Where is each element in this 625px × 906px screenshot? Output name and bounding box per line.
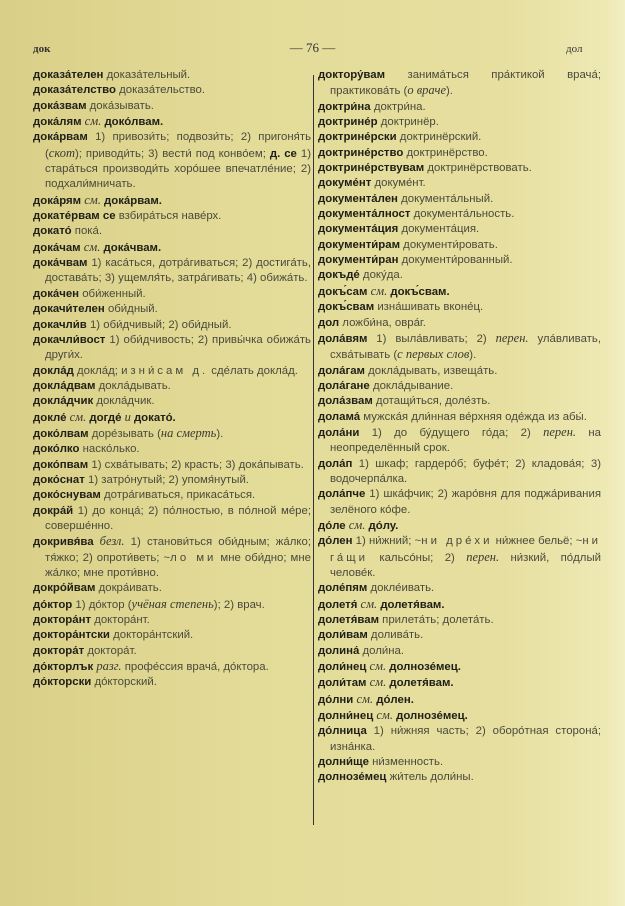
dictionary-entry — [318, 581, 601, 596]
right-guide-word: дол — [566, 43, 583, 55]
spaced-phrase: ни га́щи — [330, 535, 602, 564]
italic-label: и — [121, 409, 134, 424]
translation-text: ); 2) врач. — [213, 598, 265, 611]
headword: до́кторлък — [33, 661, 94, 674]
headword: доказа́телен — [33, 69, 104, 81]
headword: до́лен. — [376, 693, 414, 706]
headword: докуме́нт — [318, 177, 372, 190]
headword: докра́й — [33, 504, 74, 517]
headword: дока́чен — [33, 287, 80, 300]
headword: докато́. — [133, 411, 176, 424]
translation-text: 1) выла́вливать; 2) — [367, 332, 496, 345]
headword: доктрине́рски — [318, 131, 397, 144]
left-guide-word: док — [33, 43, 51, 55]
headword: до́лен — [318, 535, 353, 548]
translation-text: 1) ни́жняя часть; 2) оборо́тная сторона́; изна́нка. — [330, 725, 601, 753]
translation-text: ); приводи́ть; 3) вести́ под конво́ем; — [75, 147, 270, 160]
headword: доко́лвам. — [104, 116, 164, 129]
dictionary-entry — [318, 316, 601, 331]
translation-text: доктора́нт. — [91, 614, 150, 627]
translation-text: 1) шкаф; гардеро́б; буфе́т; 2) кладова́я; 3) водочерпа́лка. — [330, 457, 601, 485]
dictionary-entry — [318, 222, 601, 237]
dictionary-entry — [33, 379, 311, 394]
headword: докъ́свам. — [390, 285, 450, 298]
translation-text: изна́шивать вконе́ц. — [374, 301, 484, 314]
headword: долнозе́мец. — [389, 661, 461, 674]
headword: дола́пче — [318, 488, 366, 501]
headword: документа́лен — [318, 192, 398, 205]
dictionary-entry — [33, 99, 311, 114]
headword: докато́ — [33, 225, 72, 238]
dictionary-entry — [318, 534, 601, 581]
translation-text: доктора́нтский. — [109, 629, 194, 642]
dictionary-entry — [318, 755, 601, 770]
dictionary-entry — [318, 770, 601, 785]
dictionary-entry — [33, 534, 311, 581]
headword: доктрине́рство — [318, 146, 404, 159]
translation-text: доку́да. — [359, 269, 403, 282]
dictionary-entry — [33, 659, 311, 675]
dictionary-entry — [33, 83, 311, 98]
translation-text: 1) оби́дчивый; 2) оби́дный. — [86, 318, 232, 331]
dictionary-entry — [33, 209, 311, 224]
dictionary-entry — [33, 410, 311, 426]
page-number: — 76 — — [289, 40, 336, 55]
dictionary-entry — [318, 284, 601, 300]
headword: доктри́на — [318, 100, 371, 113]
dictionary-entry — [318, 253, 601, 268]
headword: доко́лко — [33, 443, 80, 456]
translation-text: долива́ть. — [367, 629, 424, 642]
italic-label: см. — [66, 409, 90, 424]
dictionary-entry — [33, 318, 311, 333]
translation-text: доказа́тельство. — [115, 84, 206, 97]
headword: д. се — [269, 147, 297, 160]
headword: доли́нец — [318, 661, 367, 674]
dictionary-entry — [318, 425, 601, 457]
dictionary-entry — [33, 193, 311, 209]
headword: доктрине́рствувам — [318, 162, 425, 175]
translation-text: докла́дчик. — [93, 395, 155, 408]
dictionary-entry — [318, 724, 601, 755]
headword: долнозе́мец. — [396, 710, 468, 723]
dictionary-entry — [318, 161, 601, 176]
translation-text: 1) станови́ться оби́дным; жа́лко; тя́жко; 2) опроти́веть; ~ — [45, 536, 311, 564]
dictionary-entry — [318, 331, 601, 364]
dictionary-entry — [318, 268, 601, 283]
italic-label: перен. — [466, 549, 500, 564]
translation-text: мне оби́дно; мне жа́лко; мне проти́вно. — [45, 551, 311, 579]
headword: дока́звам — [33, 99, 87, 112]
dictionary-entry — [33, 581, 311, 596]
italic-label: см. — [367, 283, 391, 298]
headword: документи́рам — [318, 238, 401, 251]
translation-text: докуме́нт. — [371, 177, 426, 190]
dictionary-entry — [318, 146, 601, 161]
translation-text: докле́ивать. — [367, 582, 435, 595]
headword: долетя́ — [318, 598, 358, 611]
dictionary-entry — [318, 410, 601, 425]
headword: докла́дчик — [33, 395, 94, 408]
translation-text: прилета́ть; долета́ть. — [379, 614, 494, 627]
headword: документа́ция — [318, 223, 399, 236]
italic-label: скот — [48, 145, 75, 160]
translation-text: докла́д; — [73, 364, 122, 377]
dictionary-entry — [33, 130, 311, 192]
headword: документа́лност — [318, 208, 411, 221]
translation-text: дока́зывать. — [86, 99, 154, 112]
translation-text: 1) стара́ться производи́ть хоро́шее впечатле́ние; 2) подхали́мничать. — [45, 147, 312, 191]
headword: докро́йвам — [33, 582, 96, 595]
dictionary-entry — [33, 426, 311, 442]
dictionary-entry — [33, 364, 311, 379]
dictionary-entry — [33, 394, 311, 409]
headword: долни́нец — [318, 710, 374, 723]
translation-text: ула́вливать, схва́тывать ( — [330, 332, 601, 362]
dictionary-entry — [318, 68, 601, 100]
translation-text: ни́зкий, по́длый челове́к. — [330, 551, 601, 579]
italic-label: безл. — [93, 534, 125, 549]
dictionary-entry — [318, 644, 601, 659]
column-divider — [313, 75, 314, 825]
italic-label: перен. — [495, 330, 529, 345]
translation-text: оби́дный. — [104, 303, 158, 316]
headword: долина́ — [318, 644, 360, 657]
translation-text: ). — [216, 427, 224, 440]
translation-text: пока́. — [71, 225, 103, 238]
translation-text: на неопределённый срок. — [330, 426, 601, 455]
headword: доле́пям — [318, 582, 368, 595]
translation-text: доктри́на. — [370, 100, 426, 113]
italic-label: см. — [81, 192, 105, 207]
translation-text: документи́рованный. — [398, 254, 513, 267]
dictionary-entry — [318, 457, 601, 488]
headword: докле́ — [33, 411, 67, 424]
headword: доко́лвам — [33, 427, 89, 440]
italic-label: см. — [353, 691, 377, 706]
dictionary-entry — [33, 68, 311, 83]
headword: доказа́телство — [33, 84, 116, 97]
headword: доко́снат — [33, 473, 85, 486]
translation-text: ). — [446, 85, 453, 98]
translation-text: 1) до конца́; 2) по́лностью, в по́лной ме́ре; соверше́нно. — [45, 504, 311, 532]
headword: докъ́сам — [318, 285, 368, 298]
translation-text: докла́дывание. — [369, 379, 454, 392]
headword: долама́ — [318, 410, 361, 423]
translation-text: доктринёрство. — [403, 146, 488, 159]
dictionary-entry — [33, 224, 311, 239]
headword: до́кторски — [33, 676, 92, 689]
italic-label: перен. — [543, 424, 577, 439]
italic-label: см. — [373, 708, 397, 723]
dictionary-entry — [33, 473, 311, 488]
dictionary-entry — [33, 644, 311, 659]
spaced-phrase: ло ми — [170, 551, 217, 564]
dictionary-entry — [33, 287, 311, 302]
translation-text: дотащи́ться, доле́зть. — [372, 395, 491, 408]
translation-text: 1) ни́жний; ~ — [352, 535, 422, 548]
translation-text: доре́зывать ( — [88, 427, 161, 440]
headword: докачи́телен — [33, 303, 105, 316]
translation-text: кальсо́ны; 2) — [367, 551, 467, 564]
headword: доли́там — [318, 677, 367, 690]
translation-text: жи́тель доли́ны. — [386, 771, 474, 784]
dictionary-entry — [318, 518, 601, 534]
spaced-phrase: изни́сам д. — [121, 364, 209, 377]
translation-text: доктринёрствовать. — [424, 162, 532, 175]
dictionary-entry — [33, 628, 311, 643]
headword: дол — [318, 316, 340, 329]
headword: доктора́нт — [33, 614, 92, 627]
headword: доктрине́р — [318, 116, 378, 129]
headword: доли́вам — [318, 629, 368, 642]
translation-text: 1) шка́фчик; 2) жаро́вня для поджа́ривания зелёного ко́фе. — [330, 488, 601, 516]
headword: до́лница — [318, 725, 367, 738]
headword: долни́ще — [318, 756, 369, 769]
headword: дока́чам — [33, 241, 81, 254]
headword: докъде́ — [318, 269, 360, 282]
italic-label: см. — [80, 239, 104, 254]
translation-text: 1) оби́дчивость; 2) привы́чка обижа́ть други́х. — [45, 333, 311, 362]
dictionary-entry — [33, 302, 311, 317]
headword: до́ле — [318, 519, 346, 532]
dictionary-entry — [33, 256, 311, 287]
translation-text: взбира́ться наве́рх. — [115, 210, 222, 223]
dictionary-entry — [318, 708, 601, 724]
dictionary-entry — [318, 597, 601, 613]
translation-text: 1) до́ктор ( — [72, 598, 132, 611]
headword: до́лни — [318, 693, 354, 706]
translation-text: доктора́т. — [84, 644, 137, 657]
dictionary-entry — [318, 613, 601, 628]
headword: докла́д — [33, 364, 74, 377]
headword: докачли́вост — [33, 333, 106, 346]
headword: документи́ран — [318, 254, 399, 267]
dictionary-entry — [318, 115, 601, 130]
headword: доктору́вам — [318, 69, 386, 81]
translation-text: 1) привози́ть; подвози́ть; 2) пригоня́ть ( — [45, 131, 311, 160]
dictionary-entry — [33, 488, 311, 503]
translation-text: документа́ция. — [398, 223, 480, 236]
dictionary-entry — [318, 238, 601, 253]
translation-text: документа́льность. — [410, 208, 515, 221]
headword: дока́чвам. — [103, 241, 162, 254]
dictionary-entry — [33, 504, 311, 535]
dictionary-entry — [318, 100, 601, 115]
headword: долетя́вам. — [389, 677, 454, 690]
translation-text: занима́ться пра́ктикой врача́; практикова́ть ( — [330, 69, 601, 98]
dictionary-entry — [33, 675, 311, 690]
headword: докривя́ва — [33, 536, 94, 549]
translation-text: ни́жнее бельё; ~ — [492, 535, 583, 548]
dictionary-entry — [33, 333, 311, 364]
dictionary-entry — [318, 207, 601, 222]
translation-text: дотра́гиваться, прикаса́ться. — [100, 489, 256, 502]
headword: дока́лям — [33, 116, 82, 129]
headword: доктора́нтски — [33, 629, 110, 642]
headword: дола́ни — [318, 426, 360, 439]
headword: дока́чвам — [33, 257, 88, 270]
translation-text: доли́на. — [359, 644, 405, 657]
dictionary-entry — [318, 364, 601, 379]
italic-label: о враче — [407, 83, 446, 98]
translation-text: до́кторский. — [91, 676, 157, 689]
headword: дола́вям — [318, 332, 368, 345]
translation-text: докла́дывать, извеща́ть. — [364, 364, 498, 377]
translation-text: сде́лать докла́д. — [208, 364, 298, 377]
dictionary-entry — [318, 675, 601, 691]
dictionary-entry — [33, 240, 311, 256]
dictionary-entry — [318, 487, 601, 518]
headword: дока́рям — [33, 194, 82, 207]
headword: дола́гам — [318, 364, 365, 377]
dictionary-entry — [318, 300, 601, 315]
headword: дола́п — [318, 457, 353, 470]
italic-label: разг. — [93, 659, 122, 674]
headword: долнозе́мец — [318, 771, 387, 784]
translation-text: ложби́на, овра́г. — [339, 316, 426, 329]
translation-text: 1) каса́ться, дотра́гиваться; 2) достига́ть, достава́ть; 3) ущемля́ть, затра́гивать; 4) обижа́ть. — [45, 257, 311, 285]
translation-text: доказа́тельный. — [103, 69, 191, 81]
dictionary-entry — [33, 442, 311, 457]
headword: догде́ — [89, 411, 122, 424]
dictionary-entry — [318, 192, 601, 207]
dictionary-entry — [318, 176, 601, 191]
translation-text: доктринёрский. — [396, 131, 482, 144]
italic-label: см. — [366, 659, 390, 674]
italic-label: см. — [357, 596, 381, 611]
headword: до́ктор — [33, 598, 73, 611]
headword: дока́рвам. — [104, 194, 162, 207]
headword: дола́звам — [318, 395, 373, 408]
dictionary-entry — [318, 659, 601, 675]
headword: докла́двам — [33, 379, 96, 392]
translation-text: 1) затро́нутый; 2) упомя́нутый. — [84, 473, 249, 486]
dictionary-entry — [318, 394, 601, 409]
spaced-phrase: ни дре́хи — [421, 535, 493, 548]
dictionary-entry — [33, 613, 311, 628]
headword: докъ́свам — [318, 301, 375, 314]
headword: доко́пвам — [33, 458, 89, 471]
headword: докачли́в — [33, 318, 87, 331]
dictionary-entry — [33, 597, 311, 613]
translation-text: 1) схва́тывать; 2) красть; 3) дока́пывать. — [88, 458, 304, 471]
translation-text: ). — [469, 349, 477, 362]
translation-text: документи́ровать. — [400, 238, 498, 251]
translation-text: документа́льный. — [397, 192, 494, 205]
italic-label: учёная степень — [131, 596, 214, 611]
dictionary-entry — [318, 379, 601, 394]
translation-text: мужска́я дли́нная ве́рхняя оде́жда из абы́. — [360, 410, 587, 423]
italic-label: см. — [81, 114, 105, 129]
italic-label: см. — [345, 517, 369, 532]
headword: до́лу. — [368, 519, 399, 532]
headword: дола́гане — [318, 379, 370, 392]
translation-text: докла́дывать. — [95, 379, 171, 392]
headword: доктора́т — [33, 644, 85, 657]
italic-label: на смерть — [160, 425, 217, 440]
translation-text: наско́лько. — [79, 443, 140, 456]
translation-text: оби́женный. — [79, 287, 146, 300]
translation-text: профе́ссия врача́, до́ктора. — [121, 661, 269, 674]
headword: дока́рвам — [33, 131, 88, 144]
headword: доко́снувам — [33, 489, 101, 502]
translation-text: 1) до бу́дущего го́да; 2) — [359, 426, 544, 439]
italic-label: с первых слов — [397, 347, 470, 362]
dictionary-entry — [318, 628, 601, 643]
headword: докате́рвам се — [33, 210, 116, 223]
italic-label: см. — [366, 675, 390, 690]
right-column — [318, 68, 601, 786]
dictionary-entry — [33, 114, 311, 130]
dictionary-entry — [318, 692, 601, 708]
dictionary-entry — [33, 458, 311, 473]
dictionary-entry — [318, 130, 601, 145]
left-column — [33, 68, 311, 691]
headword: долетя́вам. — [380, 598, 445, 611]
headword: долетя́вам — [318, 614, 380, 627]
translation-text: ни́зменность. — [368, 756, 444, 769]
translation-text: докра́ивать. — [95, 582, 162, 595]
translation-text: доктринёр. — [377, 116, 439, 129]
